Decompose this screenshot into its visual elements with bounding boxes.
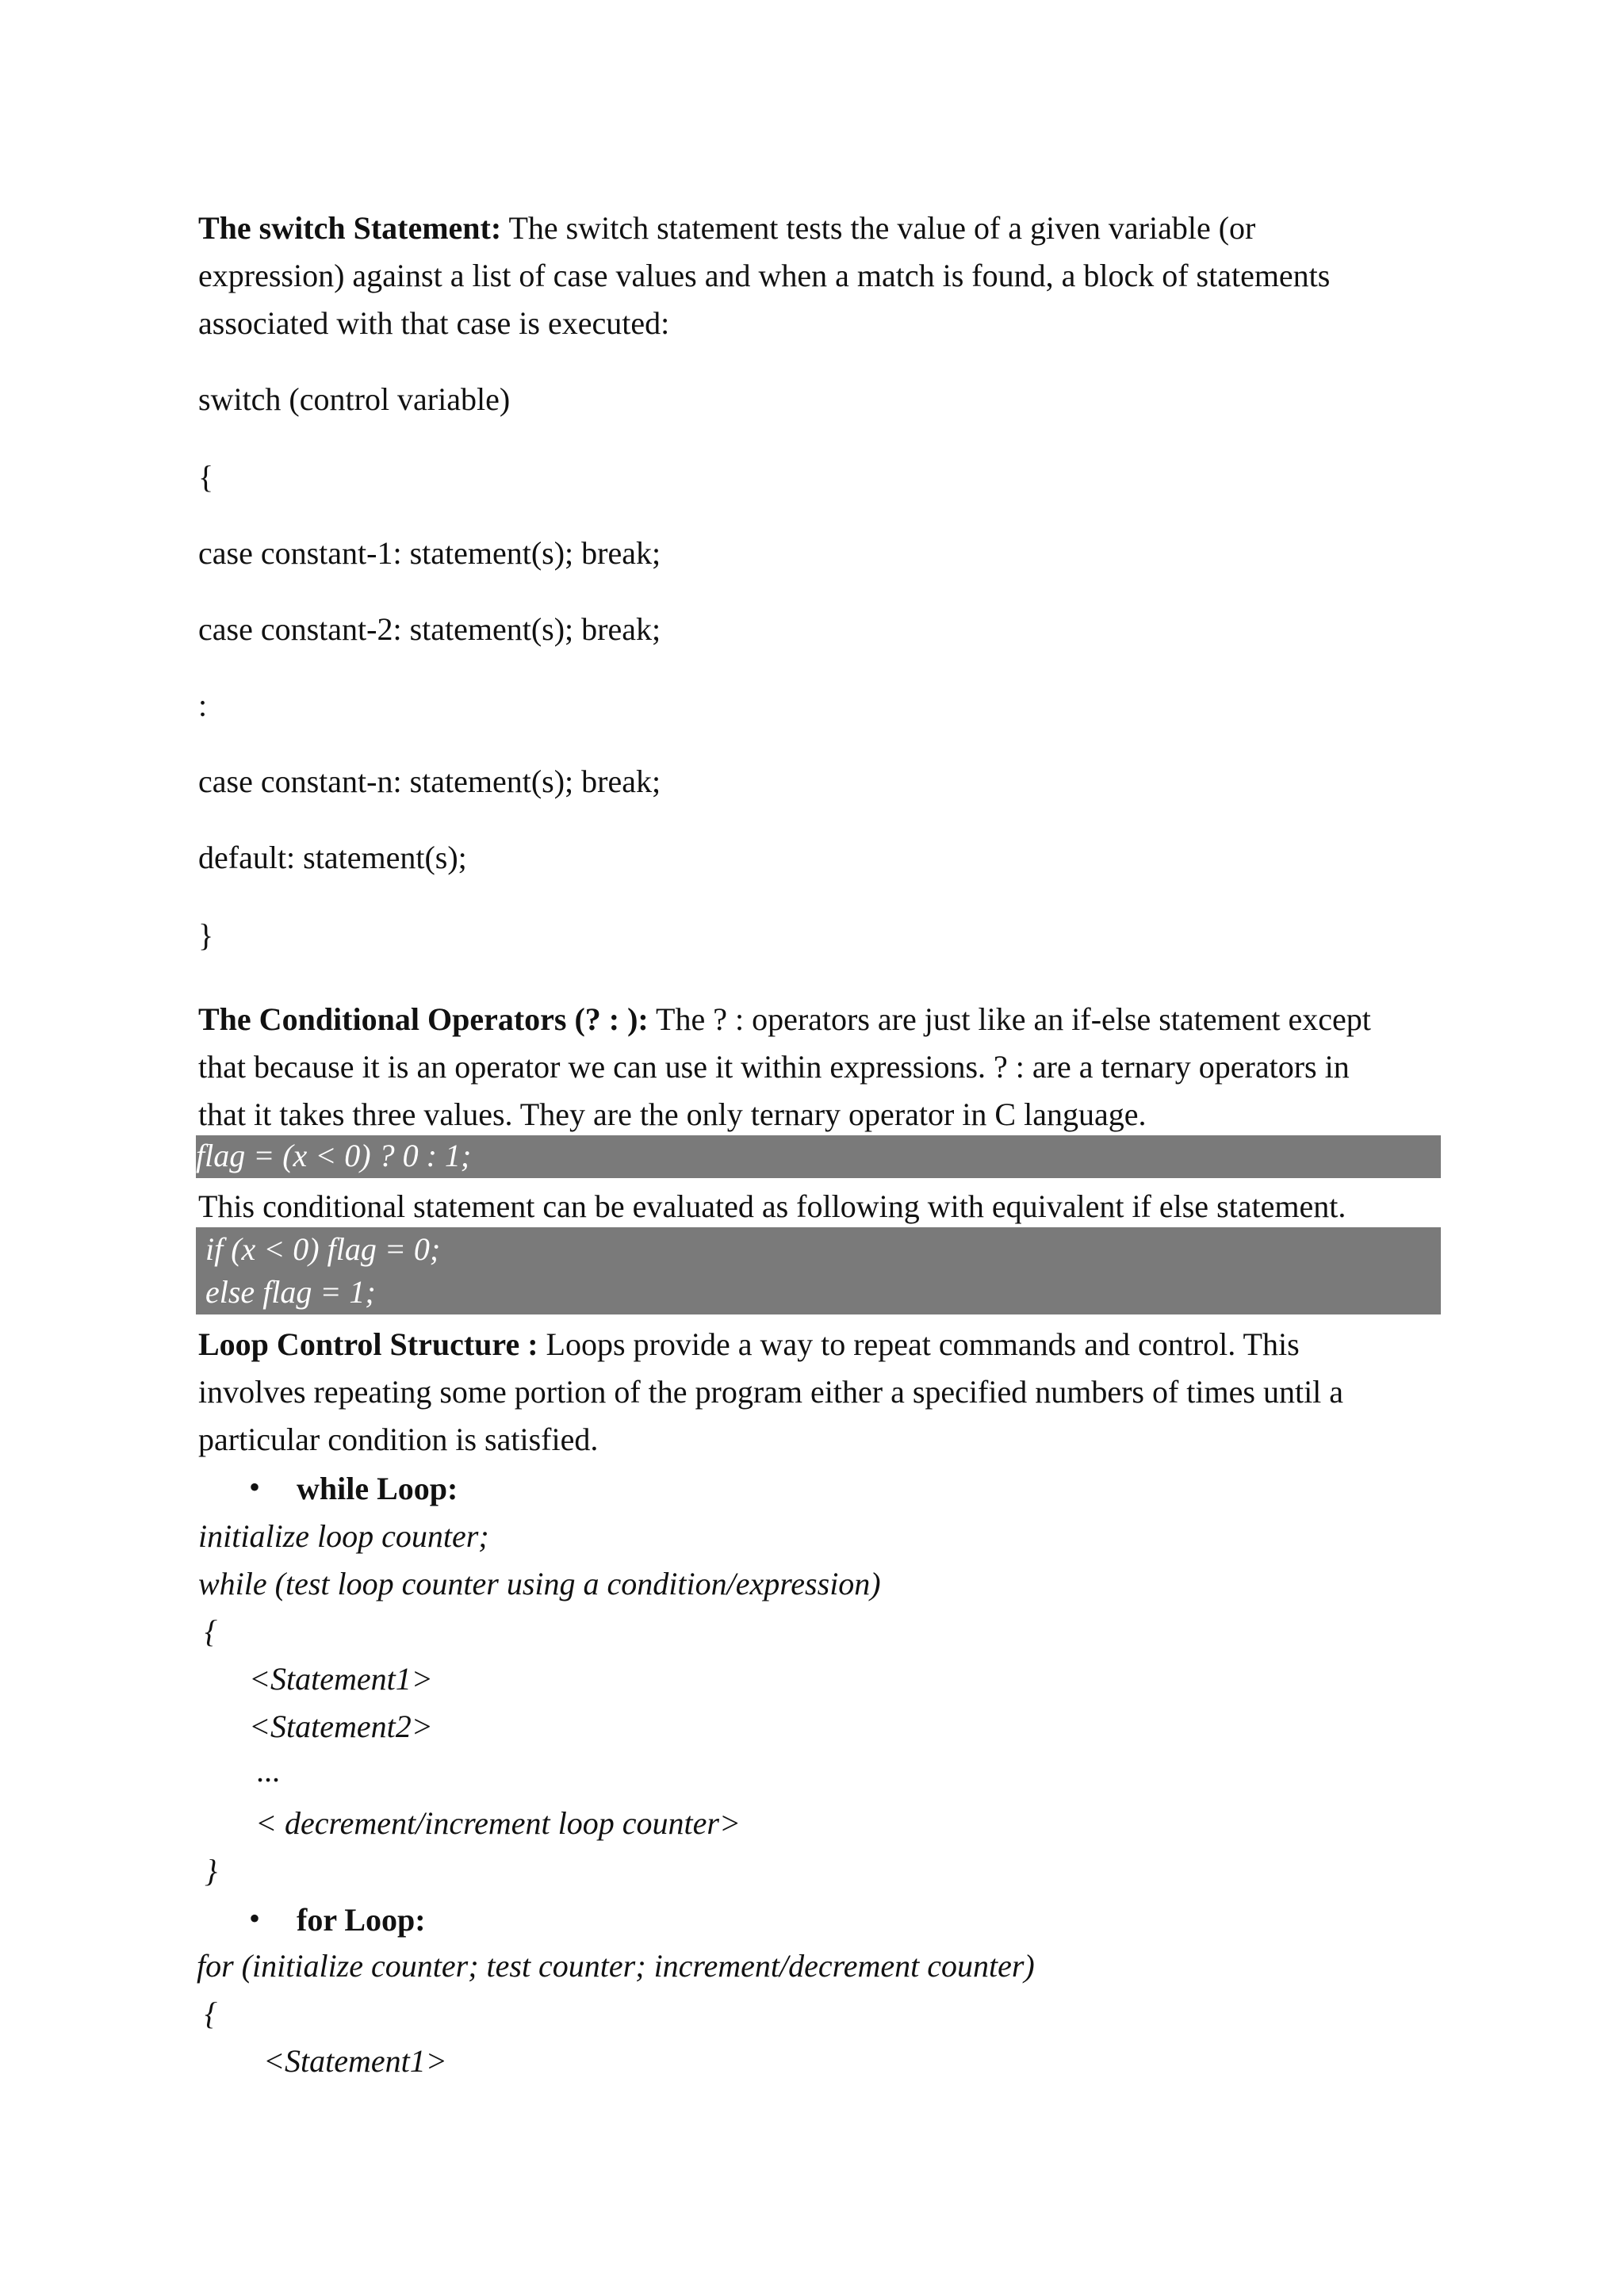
switch-code-line: {	[198, 459, 214, 495]
switch-code-line: switch (control variable)	[198, 381, 511, 417]
switch-heading: The switch Statement:	[198, 210, 502, 246]
loop-paragraph-line-1	[198, 1326, 1300, 1364]
for-loop-title: for Loop:	[297, 1902, 426, 1938]
loop-heading: Loop Control Structure :	[198, 1326, 538, 1362]
code-line-if: if (x < 0) flag = 0;	[205, 1231, 441, 1267]
code-line-ternary: flag = (x < 0) ? 0 : 1;	[196, 1138, 472, 1173]
switch-code-line: case constant-2: statement(s); break;	[198, 611, 661, 647]
while-code-line: while (test loop counter using a condition/expression)	[198, 1566, 881, 1601]
code-block-if-else	[196, 1227, 1441, 1314]
for-code-line: {	[205, 1996, 217, 2031]
switch-code-line: case constant-1: statement(s); break;	[198, 535, 661, 571]
while-code-line: < decrement/increment loop counter>	[255, 1805, 741, 1841]
switch-paragraph-line-3: associated with that case is executed:	[198, 305, 670, 341]
for-code-line: for (initialize counter; test counter; increment/decrement counter)	[197, 1948, 1035, 1984]
loop-paragraph-text: Loops provide a way to repeat commands and control. This	[538, 1326, 1300, 1362]
switch-code-line: case constant-n: statement(s); break;	[198, 763, 661, 799]
conditional-heading: The Conditional Operators (? : ):	[198, 1001, 649, 1037]
conditional-paragraph-text: The ? : operators are just like an if-else statement except	[648, 1001, 1371, 1037]
conditional-paragraph-line-1	[198, 1001, 1371, 1039]
conditional-explanation: This conditional statement can be evaluated as following with equivalent if else statement.	[198, 1188, 1346, 1224]
bullet-icon: •	[249, 1469, 261, 1505]
while-code-line: <Statement2>	[249, 1709, 433, 1744]
switch-paragraph-line-1	[198, 209, 1255, 247]
switch-code-line: :	[198, 687, 208, 723]
while-code-line: ...	[257, 1753, 281, 1789]
loop-paragraph-line-3: particular condition is satisfied.	[198, 1422, 599, 1457]
bullet-icon: •	[249, 1900, 261, 1936]
switch-paragraph-text: The switch statement tests the value of a given variable (or	[501, 210, 1256, 246]
switch-code-line: }	[198, 917, 214, 953]
while-code-line: initialize loop counter;	[198, 1518, 489, 1554]
while-code-line: <Statement1>	[249, 1661, 433, 1697]
switch-paragraph-line-2: expression) against a list of case values and when a match is found, a block of statements	[198, 258, 1331, 293]
while-loop-title: while Loop:	[297, 1471, 458, 1506]
code-line-else: else flag = 1;	[205, 1274, 376, 1310]
for-code-line: <Statement1>	[263, 2043, 447, 2079]
while-code-line: {	[205, 1613, 217, 1649]
conditional-paragraph-line-2: that because it is an operator we can use it within expressions. ? : are a ternary operators in	[198, 1049, 1350, 1085]
conditional-paragraph-line-3: that it takes three values. They are the only ternary operator in C language.	[198, 1096, 1147, 1132]
while-code-line: }	[205, 1853, 217, 1888]
switch-code-line: default: statement(s);	[198, 840, 467, 875]
code-block-ternary	[196, 1135, 1441, 1178]
loop-paragraph-line-2: involves repeating some portion of the program either a specified numbers of times until a	[198, 1374, 1344, 1410]
